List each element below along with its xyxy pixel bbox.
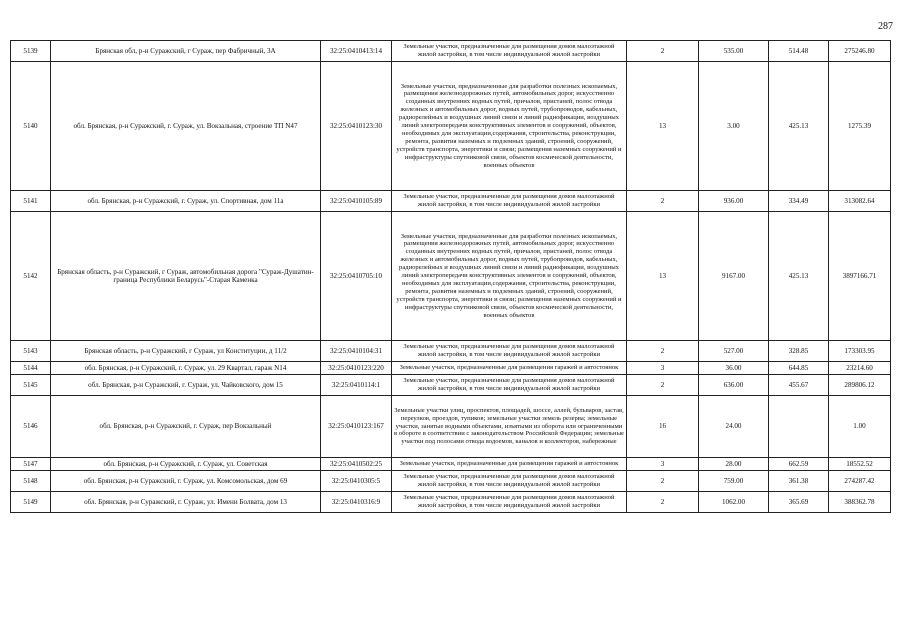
rate-cell: 361.38 — [769, 471, 829, 492]
cadastral-table — [10, 40, 891, 513]
category-code-cell: 2 — [627, 492, 699, 513]
cadastral-number-cell: 32:25:0410105:89 — [321, 191, 392, 212]
land-use-cell: Земельные участки, предназначенные для размещения домов малоэтажной жилой застройки, в том числе индивидуальной жилой застройки — [392, 375, 627, 396]
rate-cell: 425.13 — [769, 212, 829, 341]
address-cell: обл. Брянская, р-н Суражский, г. Сураж, ул. Чайковского, дом 15 — [51, 375, 321, 396]
land-use-cell: Земельные участки, предназначенные для размещения гаражей и автостоянок — [392, 362, 627, 375]
address-cell: обл. Брянская, р-н Суражский, г. Сураж, ул. Комсомольская, дом 69 — [51, 471, 321, 492]
rate-cell: 514.48 — [769, 41, 829, 62]
address-cell: Брянская область, р-н Суражский, г Сураж, ул Конституции, д 11/2 — [51, 341, 321, 362]
cadastral-number-cell: 32:25:0410316:9 — [321, 492, 392, 513]
row-number-cell: 5141 — [11, 191, 51, 212]
row-number-cell: 5146 — [11, 396, 51, 458]
row-number-cell: 5139 — [11, 41, 51, 62]
address-cell: обл. Брянская, р-н Суражский, г. Сураж, ул. 29 Квартал, гараж N14 — [51, 362, 321, 375]
area-cell: 936.00 — [699, 191, 769, 212]
rate-cell: 644.85 — [769, 362, 829, 375]
table-row — [11, 375, 891, 396]
cadastral-value-cell: 274287.42 — [829, 471, 891, 492]
address-cell: обл. Брянская, р-н Суражский, г. Сураж, ул. Вокзальная, строение ТП N47 — [51, 62, 321, 191]
area-cell: 9167.00 — [699, 212, 769, 341]
land-use-cell: Земельные участки, предназначенные для размещения домов малоэтажной жилой застройки, в том числе индивидуальной жилой застройки — [392, 191, 627, 212]
cadastral-number-cell: 32:25:0410502:25 — [321, 458, 392, 471]
page-number: 287 — [878, 21, 893, 32]
cadastral-number-cell: 32:25:0410123:220 — [321, 362, 392, 375]
table-row — [11, 396, 891, 458]
cadastral-value-cell: 1.00 — [829, 396, 891, 458]
cadastral-value-cell: 289806.12 — [829, 375, 891, 396]
address-cell: обл. Брянская, р-н Суражский, г. Сураж, ул. Имени Болвата, дом 13 — [51, 492, 321, 513]
land-use-cell: Земельные участки, предназначенные для размещения домов малоэтажной жилой застройки, в том числе индивидуальной жилой застройки — [392, 341, 627, 362]
category-code-cell: 2 — [627, 341, 699, 362]
area-cell: 636.00 — [699, 375, 769, 396]
rate-cell: 328.85 — [769, 341, 829, 362]
cadastral-value-cell: 388362.78 — [829, 492, 891, 513]
table-row — [11, 62, 891, 191]
table-row — [11, 212, 891, 341]
category-code-cell: 2 — [627, 41, 699, 62]
land-use-cell: Земельные участки, предназначенные для размещения гаражей и автостоянок — [392, 458, 627, 471]
area-cell: 535.00 — [699, 41, 769, 62]
category-code-cell: 2 — [627, 471, 699, 492]
cadastral-number-cell: 32:25:0410104:31 — [321, 341, 392, 362]
land-use-cell: Земельные участки, предназначенные для разработки полезных ископаемых, размещения железнодорожных путей, автомобильных дорог, искусственно созданных внутренних водных путей, причалов, пристаней, полос отвода железных и автомобильных дорог, водных путей, трубопроводов, кабельных, радиорелейных и воздушных линий связи и линий радиофикации, воздушных линий электропередачи конструктивных элементов и сооружений, объектов, необходимых для эксплуатации,содержания, строительства, реконструкции, ремонта, развития наземных и подземных зданий, строений, сооружений, устройств транспорта, энергетики и связи; размещения наземных сооружений и инфраструктуры спутниковой связи, объектов космической деятельности, военных объектов — [392, 62, 627, 191]
cadastral-value-cell: 3897166.71 — [829, 212, 891, 341]
category-code-cell: 16 — [627, 396, 699, 458]
area-cell: 24.00 — [699, 396, 769, 458]
area-cell: 3.00 — [699, 62, 769, 191]
category-code-cell: 2 — [627, 375, 699, 396]
cadastral-value-cell: 18552.52 — [829, 458, 891, 471]
category-code-cell: 2 — [627, 191, 699, 212]
table-row — [11, 191, 891, 212]
land-use-cell: Земельные участки, предназначенные для размещения домов малоэтажной жилой застройки, в том числе индивидуальной жилой застройки — [392, 41, 627, 62]
cadastral-value-cell: 1275.39 — [829, 62, 891, 191]
rate-cell: 365.69 — [769, 492, 829, 513]
row-number-cell: 5142 — [11, 212, 51, 341]
area-cell: 36.00 — [699, 362, 769, 375]
cadastral-number-cell: 32:25:0410114:1 — [321, 375, 392, 396]
table-row — [11, 471, 891, 492]
cadastral-value-cell: 23214.60 — [829, 362, 891, 375]
row-number-cell: 5145 — [11, 375, 51, 396]
row-number-cell: 5144 — [11, 362, 51, 375]
cadastral-number-cell: 32:25:0410305:5 — [321, 471, 392, 492]
category-code-cell: 13 — [627, 62, 699, 191]
row-number-cell: 5149 — [11, 492, 51, 513]
row-number-cell: 5147 — [11, 458, 51, 471]
address-cell: обл. Брянская, р-н Суражский, г. Сураж, пер Вокзальный — [51, 396, 321, 458]
area-cell: 759.00 — [699, 471, 769, 492]
area-cell: 1062.00 — [699, 492, 769, 513]
cadastral-number-cell: 32:25:0410123:30 — [321, 62, 392, 191]
row-number-cell: 5140 — [11, 62, 51, 191]
rate-cell: 455.67 — [769, 375, 829, 396]
rate-cell — [769, 396, 829, 458]
table-row — [11, 41, 891, 62]
rate-cell: 662.59 — [769, 458, 829, 471]
cadastral-number-cell: 32:25:0410705:10 — [321, 212, 392, 341]
table-row — [11, 458, 891, 471]
table-row — [11, 492, 891, 513]
land-use-cell: Земельные участки улиц, проспектов, площадей, шоссе, аллей, бульваров, застав, переулков, проездов, тупиков; земельные участки земель резерва; земельные участки, занятые водными объектами, изъятыми из оборота или ограниченными в обороте в соответствии с законодательством Российской Федерации; земельные участки под полосами отвода водоемов, каналов и коллекторов, набережные — [392, 396, 627, 458]
cadastral-value-cell: 313082.64 — [829, 191, 891, 212]
cadastral-number-cell: 32:25:0410123:167 — [321, 396, 392, 458]
rate-cell: 425.13 — [769, 62, 829, 191]
table-row — [11, 362, 891, 375]
address-cell: Брянская область, р-н Суражский, г Сураж, автомобильная дорога "Сураж-Душатин-граница Республики Беларусь"-Старая Каменка — [51, 212, 321, 341]
land-use-cell: Земельные участки, предназначенные для размещения домов малоэтажной жилой застройки, в том числе индивидуальной жилой застройки — [392, 492, 627, 513]
rate-cell: 334.49 — [769, 191, 829, 212]
area-cell: 28.00 — [699, 458, 769, 471]
address-cell: обл. Брянская, р-н Суражский, г. Сураж, ул. Советская — [51, 458, 321, 471]
cadastral-value-cell: 275246.80 — [829, 41, 891, 62]
address-cell: Брянская обл, р-н Суражский, г Сураж, пер Фабричный, 3А — [51, 41, 321, 62]
row-number-cell: 5148 — [11, 471, 51, 492]
table-row — [11, 341, 891, 362]
land-use-cell: Земельные участки, предназначенные для разработки полезных ископаемых, размещения железнодорожных путей, автомобильных дорог, искусственно созданных внутренних водных путей, причалов, пристаней, полос отвода железных и автомобильных дорог, водных путей, трубопроводов, кабельных, радиорелейных и воздушных линий связи и линий радиофикации, воздушных линий электропередачи конструктивных элементов и сооружений, объектов, необходимых для эксплуатации,содержания, строительства, реконструкции, ремонта, развития наземных и подземных зданий, строений, сооружений, устройств транспорта, энергетики и связи; размещения наземных сооружений и инфраструктуры спутниковой связи, объектов космической деятельности, военных объектов — [392, 212, 627, 341]
row-number-cell: 5143 — [11, 341, 51, 362]
land-use-cell: Земельные участки, предназначенные для размещения домов малоэтажной жилой застройки, в том числе индивидуальной жилой застройки — [392, 471, 627, 492]
category-code-cell: 3 — [627, 362, 699, 375]
category-code-cell: 13 — [627, 212, 699, 341]
cadastral-value-cell: 173303.95 — [829, 341, 891, 362]
cadastral-number-cell: 32:25:0410413:14 — [321, 41, 392, 62]
address-cell: обл. Брянская, р-н Суражский, г. Сураж, ул. Спортивная, дом 11а — [51, 191, 321, 212]
area-cell: 527.00 — [699, 341, 769, 362]
category-code-cell: 3 — [627, 458, 699, 471]
